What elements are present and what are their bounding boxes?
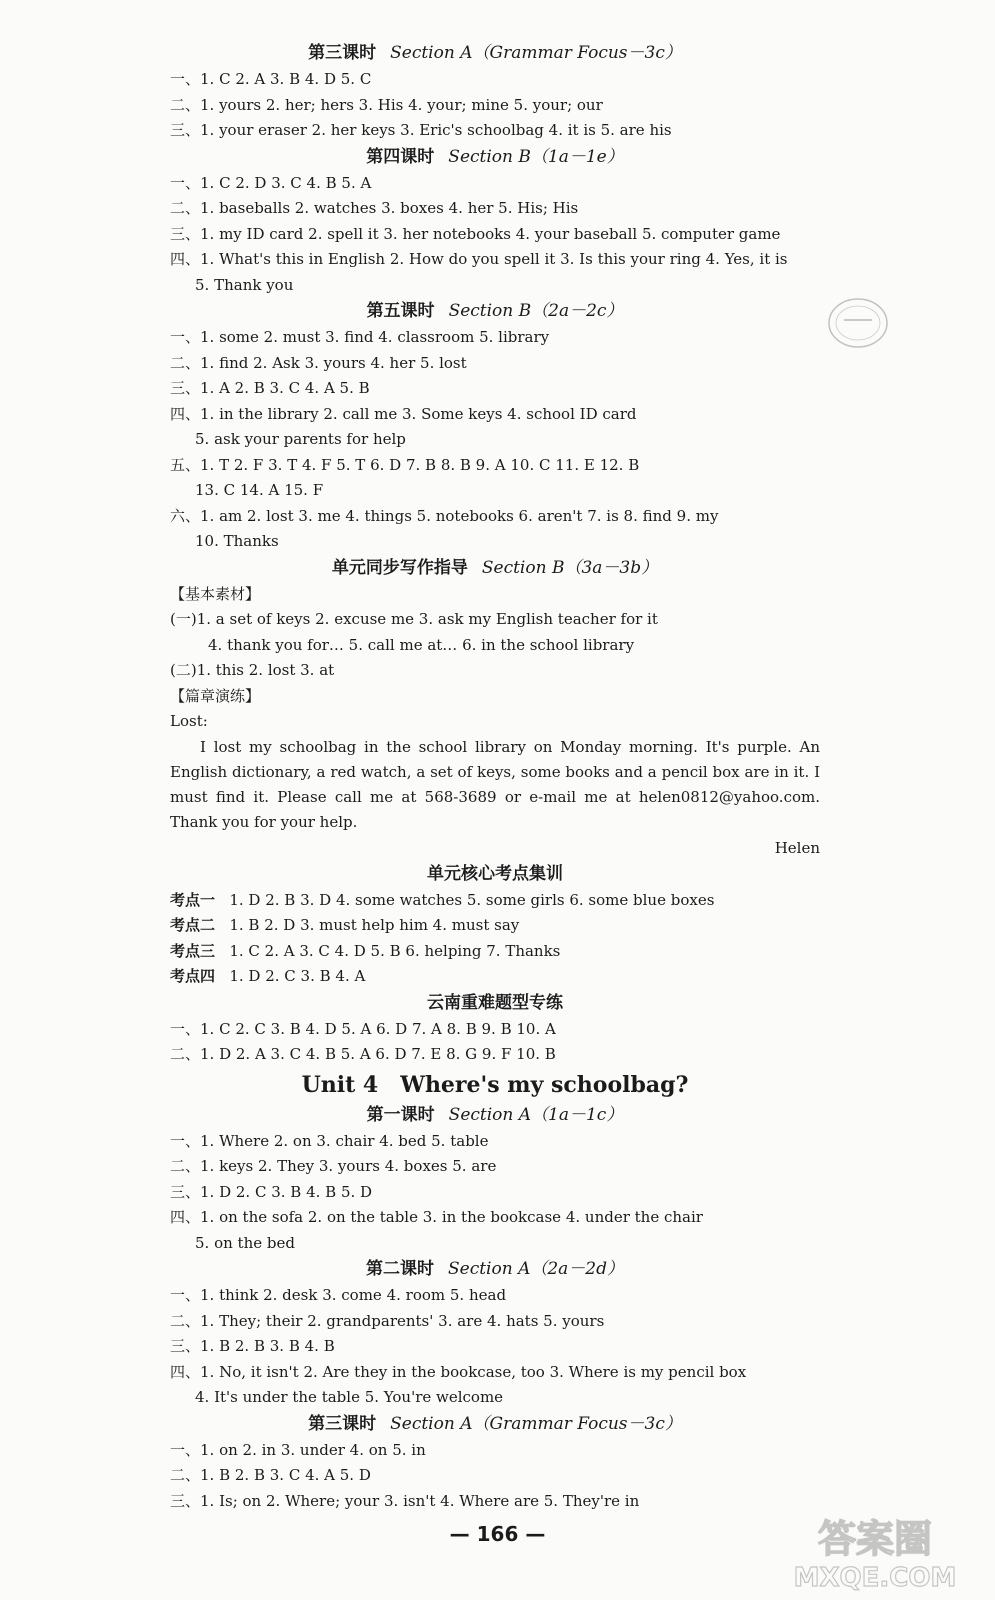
heading-title: 第一课时 (366, 1104, 435, 1125)
stamp-mark (826, 295, 890, 351)
watermark-text-cn: 答案圈 (817, 1517, 933, 1561)
answer-line: 三、1. D 2. C 3. B 4. B 5. D (170, 1182, 373, 1201)
answer-line: 二、1. baseballs 2. watches 3. boxes 4. her 5. His; His (170, 199, 579, 217)
section-heading (170, 144, 820, 171)
answer-line: (一)1. a set of keys 2. excuse me 3. ask my English teacher for it (170, 610, 658, 628)
answer-line: 一、1. C 2. C 3. B 4. D 5. A 6. D 7. A 8. B 9. B 10. A (170, 1019, 556, 1038)
answer-line: 5. Thank you (195, 275, 294, 294)
exam-point-line (170, 913, 820, 939)
answer-line: 二、1. yours 2. her; hers 3. His 4. your; mine 5. your; our (170, 95, 603, 114)
heading-title: 单元核心考点集训 (427, 863, 563, 884)
section-heading (170, 1411, 820, 1438)
unit-title (170, 1068, 820, 1102)
answer-text: 1. D 2. B 3. D 4. some watches 5. some girls 6. some blue boxes (229, 890, 715, 909)
exam-point-label: 考点三 (170, 941, 216, 960)
answer-line: 四、1. What's this in English 2. How do you spell it 3. Is this your ring 4. Yes, it is (170, 250, 788, 268)
answer-line: (二)1. this 2. lost 3. at (170, 661, 335, 679)
exam-point-label: 考点二 (170, 916, 216, 934)
essay-signature: Helen (774, 838, 820, 857)
answer-line: 四、1. No, it isn't 2. Are they in the bookcase, too 3. Where is my pencil box (170, 1362, 747, 1381)
answer-line: 一、1. Where 2. on 3. chair 4. bed 5. table (170, 1131, 489, 1150)
exam-point-line (170, 964, 820, 990)
heading-title: 第二课时 (365, 1259, 434, 1279)
watermark-text-url: MXQE.COM (793, 1563, 957, 1592)
exam-point-line (170, 888, 820, 914)
answer-text: 1. C 2. A 3. C 4. D 5. B 6. helping 7. Thanks (229, 941, 561, 960)
heading-section: Section B（2a－2c） (448, 301, 624, 321)
answer-line: 四、1. on the sofa 2. on the table 3. in the bookcase 4. under the chair (170, 1208, 703, 1226)
section-heading (170, 1256, 820, 1283)
heading-section: Section A（Grammar Focus－3c） (390, 1413, 682, 1434)
answer-line: 10. Thanks (195, 532, 279, 550)
section-heading (170, 990, 820, 1017)
heading-section: Section A（1a－1c） (448, 1104, 624, 1125)
answer-line: 一、1. think 2. desk 3. come 4. room 5. head (170, 1286, 507, 1304)
section-heading (170, 861, 820, 888)
unit-name: Where's my schoolbag? (400, 1071, 689, 1098)
answer-text: 1. B 2. D 3. must help him 4. must say (229, 916, 520, 934)
answer-line: 13. C 14. A 15. F (195, 481, 324, 499)
answer-line: 【基本素材】 (170, 584, 261, 603)
heading-title: 单元同步写作指导 (331, 557, 468, 578)
answer-line: 4. It's under the table 5. You're welcome (195, 1388, 504, 1406)
heading-section: Section B（3a－3b） (481, 557, 659, 578)
answer-line: 一、1. C 2. A 3. B 4. D 5. C (170, 70, 372, 88)
answer-line: Lost: (170, 712, 208, 730)
exam-point-label: 考点一 (170, 890, 216, 909)
answer-page-content (170, 40, 820, 1514)
heading-section: Section B（1a－1e） (448, 146, 624, 167)
answer-line: 5. ask your parents for help (195, 430, 406, 448)
heading-section: Section A（2a－2d） (447, 1259, 624, 1279)
answer-line: 三、1. Is; on 2. Where; your 3. isn't 4. Where are 5. They're in (170, 1491, 640, 1510)
answer-line: 三、1. A 2. B 3. C 4. A 5. B (170, 379, 370, 397)
answer-line: 【篇章演练】 (170, 686, 261, 705)
answer-line: 六、1. am 2. lost 3. me 4. things 5. notebooks 6. aren't 7. is 8. find 9. my (170, 506, 719, 525)
page-number: — 166 — (449, 1522, 546, 1546)
exam-point-label: 考点四 (170, 967, 216, 985)
heading-title: 第三课时 (308, 43, 377, 63)
section-heading (170, 555, 820, 582)
answer-text: 1. D 2. C 3. B 4. A (229, 967, 366, 985)
answer-line: 5. on the bed (195, 1233, 295, 1252)
section-heading (170, 298, 820, 325)
answer-line: 二、1. D 2. A 3. C 4. B 5. A 6. D 7. E 8. G 9. F 10. B (170, 1045, 556, 1063)
answer-line: 一、1. C 2. D 3. C 4. B 5. A (170, 173, 372, 192)
answer-line: 4. thank you for… 5. call me at… 6. in the school library (208, 635, 635, 654)
section-heading (170, 40, 820, 67)
section-heading (170, 1102, 820, 1129)
heading-title: 第四课时 (366, 146, 435, 167)
heading-section: Section A（Grammar Focus－3c） (390, 43, 682, 63)
essay-paragraph: I lost my schoolbag in the school library on Monday morning. It's purple. An English dictionary, a red watch, a set of keys, some books and a pencil box are in it. I must find it. Please call me at 568-3689 or e-mail me at helen0812@yahoo.com. Thank you for your help. (170, 737, 820, 831)
exam-point-line (170, 939, 820, 965)
answer-line: 三、1. B 2. B 3. B 4. B (170, 1337, 335, 1355)
heading-title: 云南重难题型专练 (427, 992, 563, 1013)
answer-line: 三、1. your eraser 2. her keys 3. Eric's schoolbag 4. it is 5. are his (170, 121, 672, 139)
answer-line: 五、1. T 2. F 3. T 4. F 5. T 6. D 7. B 8. B 9. A 10. C 11. E 12. B (170, 455, 640, 474)
answer-line: 一、1. on 2. in 3. under 4. on 5. in (170, 1440, 426, 1459)
heading-title: 第三课时 (308, 1413, 377, 1434)
unit-number: Unit 4 (301, 1071, 379, 1098)
answer-line: 二、1. find 2. Ask 3. yours 4. her 5. lost (170, 353, 467, 372)
answer-line: 三、1. my ID card 2. spell it 3. her notebooks 4. your baseball 5. computer game (170, 224, 781, 243)
heading-title: 第五课时 (366, 301, 435, 321)
answer-line: 二、1. keys 2. They 3. yours 4. boxes 5. are (170, 1157, 497, 1175)
answer-line: 一、1. some 2. must 3. find 4. classroom 5. library (170, 328, 550, 346)
answer-line: 二、1. They; their 2. grandparents' 3. are 4. hats 5. yours (170, 1311, 605, 1330)
watermark-logo (770, 1512, 985, 1592)
answer-line: 二、1. B 2. B 3. C 4. A 5. D (170, 1466, 371, 1484)
answer-line: 四、1. in the library 2. call me 3. Some keys 4. school ID card (170, 404, 637, 423)
